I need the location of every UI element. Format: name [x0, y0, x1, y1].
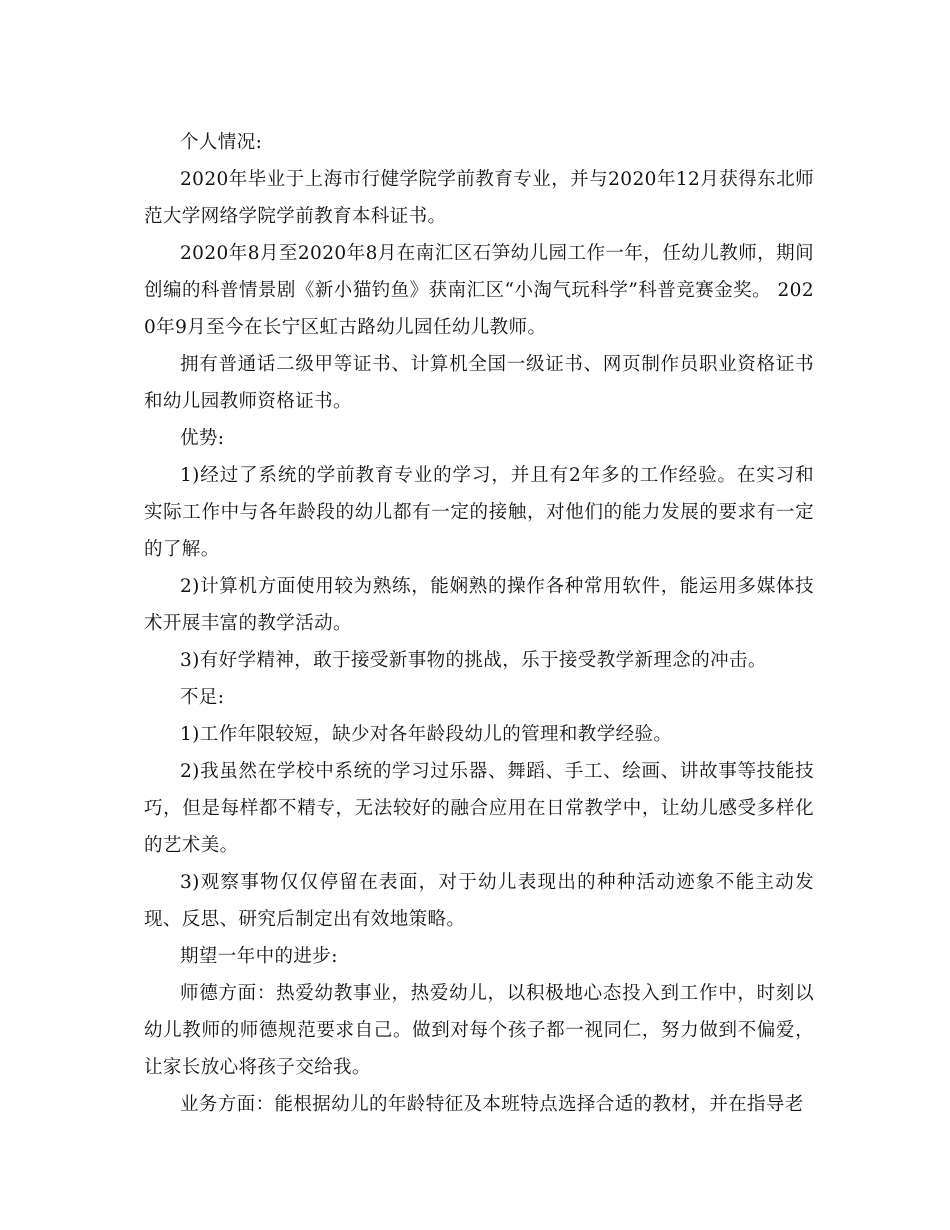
- paragraph-education: 2020年毕业于上海市行健学院学前教育专业，并与2020年12月获得东北师范大学网络学院学前教育本科证书。: [144, 169, 814, 227]
- strength-item-1: 1)经过了系统的学前教育专业的学习，并且有2年多的工作经验。在实习和实际工作中与各年龄段的幼儿都有一定的接触，对他们的能力发展的要求有一定的了解。: [144, 465, 814, 560]
- document-body: [144, 124, 814, 1123]
- section-heading-goals: 期望一年中的进步:: [180, 946, 338, 967]
- strength-item-3: 3)有好学精神，敢于接受新事物的挑战，乐于接受教学新理念的冲击。: [180, 650, 767, 671]
- weakness-item-2: 2)我虽然在学校中系统的学习过乐器、舞蹈、手工、绘画、讲故事等技能技巧，但是每样都不精专，无法较好的融合应用在日常教学中，让幼儿感受多样化的艺术美。: [144, 761, 814, 856]
- strength-item-2: 2)计算机方面使用较为熟练，能娴熟的操作各种常用软件，能运用多媒体技术开展丰富的教学活动。: [144, 576, 814, 634]
- section-heading-weaknesses: 不足:: [180, 687, 225, 708]
- goal-ethics: 师德方面：热爱幼教事业，热爱幼儿，以积极地心态投入到工作中，时刻以幼儿教师的师德规范要求自己。做到对每个孩子都一视同仁，努力做到不偏爱，让家长放心将孩子交给我。: [144, 983, 814, 1078]
- paragraph-certificates: 拥有普通话二级甲等证书、计算机全国一级证书、网页制作员职业资格证书和幼儿园教师资格证书。: [144, 354, 814, 412]
- paragraph-work-history: 2020年8月至2020年8月在南汇区石笋幼儿园工作一年，任幼儿教师，期间创编的科普情景剧《新小猫钓鱼》获南汇区“小淘气玩科学”科普竞赛金奖。 2020年9月至今在长宁区虹古路幼儿园任幼儿教师。: [144, 243, 814, 338]
- weakness-item-3: 3)观察事物仅仅停留在表面，对于幼儿表现出的种种活动迹象不能主动发现、反思、研究后制定出有效地策略。: [144, 872, 814, 930]
- weakness-item-1: 1)工作年限较短，缺少对各年龄段幼儿的管理和教学经验。: [180, 724, 673, 745]
- goal-professional: 业务方面：能根据幼儿的年龄特征及本班特点选择合适的教材，并在指导老: [180, 1094, 804, 1115]
- section-heading-strengths: 优势:: [180, 428, 225, 449]
- section-heading-personal: 个人情况:: [180, 132, 263, 153]
